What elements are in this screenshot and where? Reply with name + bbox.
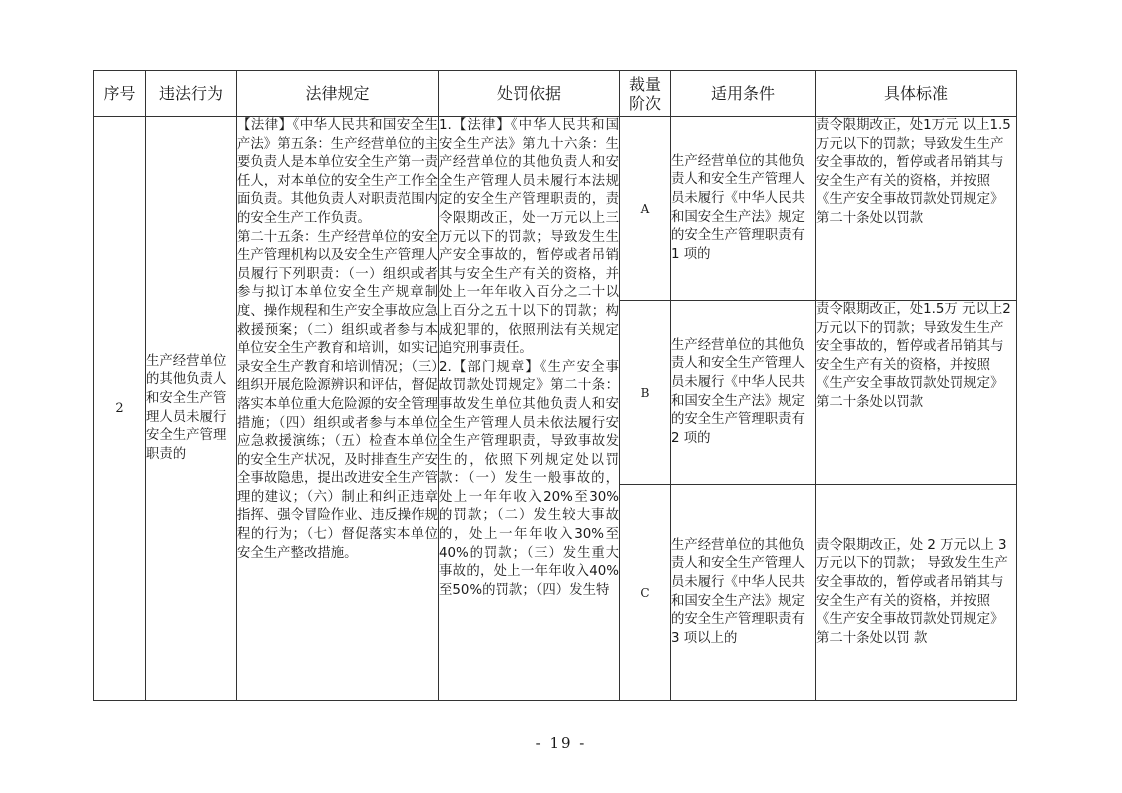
table-row (94, 117, 1017, 301)
header-seq: 序号 (94, 71, 146, 117)
page-number: - 19 - (535, 734, 587, 752)
row-law-text (237, 117, 439, 701)
header-violation: 违法行为 (146, 71, 237, 117)
header-condition: 适用条件 (671, 71, 816, 117)
grade-a: A (620, 117, 671, 301)
header-standard: 具体标准 (816, 71, 1017, 117)
row-seq: 2 (94, 117, 146, 701)
row-violation: 生产经营单位的其他负责人和安全生产管理人员未履行安全生产管理职责的 (146, 117, 237, 701)
row-basis-text (439, 117, 620, 701)
header-grade: 裁量阶次 (620, 71, 671, 117)
law-text: 【法律】《中华人民共和国安全生产法》第五条：生产经营单位的主要负责人是本单位安全生产第一责任人，对本单位的安全生产工作全面负责。其他负责人对职责范围内的安全生产工作负责。 第二十五条：生产经营单位的安全生产管理机构以及安全生产管理人员履行下列职责：（一）组织或者参与拟订本单位安全生产规章制度、操作规程和生产安全事故应急救援预案；（二）组织或者参与本单位安全生产教育和培训，如实记录安全生产教育和培训情况；（三）组织开展危险源辨识和评估，督促落实本单位重大危险源的安全管理措施；（四）组织或者参与本单位应急救援演练；（五）检查本单位的安全生产状况，及时排查生产安全事故隐患，提出改进安全生产管理的建议；（六）制止和纠正违章指挥、强令冒险作业、违反操作规程的行为；（七）督促落实本单位安全生产整改措施。 (237, 118, 438, 561)
condition-a: 生产经营单位的其他负责人和安全生产管理人员未履行《中华人民共和国安全生产法》规定的安全生产管理职责有 1 项的 (671, 117, 816, 301)
header-law: 法律规定 (237, 71, 439, 117)
penalty-table (93, 70, 1017, 701)
grade-c: C (620, 485, 671, 701)
basis-text: 1.【法律】《中华人民共和国安全生产法》第九十六条：生产经营单位的其他负责人和安全生产管理人员未履行本法规定的安全生产管理职责的，责令限期改正，处一万元以上三万元以下的罚款；导致发生生产安全事故的，暂停或者吊销其与安全生产有关的资格，并处上一年年收入百分之二十以上百分之五十以下的罚款；构成犯罪的，依照刑法有关规定追究刑事责任。 2.【部门规章】《生产安全事故罚款处罚规定》第二十条：事故发生单位其他负责人和安全生产管理人员未依法履行安全生产管理职责，导致事故发生的，依照下列规定处以罚款：（一）发生一般事故的，处上一年年收入20%至30%的罚款；（二）发生较大事故的，处上一年年收入30%至40%的罚款；（三）发生重大事故的，处上一年年收入40%至50%的罚款；（四）发生特 (439, 118, 619, 598)
header-row (94, 71, 1017, 117)
standard-c: 责令限期改正，处 2 万元以上 3 万元以下的罚款； 导致发生生产安全事故的，暂停或者吊销其与安全生产有关的资格，并按照《生产安全事故罚款处罚规定》第二十条处以罚 款 (816, 485, 1017, 701)
standard-a: 责令限期改正，处1万元 以上1.5万元以下的罚款；导致发生生产安全事故的，暂停或者吊销其与 安全生产有关的资格，并按照《生产安全事故罚款处罚规定》第二十条处以罚款 (816, 117, 1017, 301)
standard-b: 责令限期改正，处1.5万 元以上2万元以下的罚款；导致发生生产安全事故的，暂停或者吊销其与安全生产有关的资格，并按照《生产安全事故罚款处罚规定》第二十条处以罚款 (816, 301, 1017, 485)
condition-b: 生产经营单位的其他负责人和安全生产管理人员未履行《中华人民共和国安全生产法》规定的安全生产管理职责有 2 项的 (671, 301, 816, 485)
grade-b: B (620, 301, 671, 485)
header-basis: 处罚依据 (439, 71, 620, 117)
condition-c: 生产经营单位的其他负责人和安全生产管理人员未履行《中华人民共和国安全生产法》规定的安全生产管理职责有 3 项以上的 (671, 485, 816, 701)
